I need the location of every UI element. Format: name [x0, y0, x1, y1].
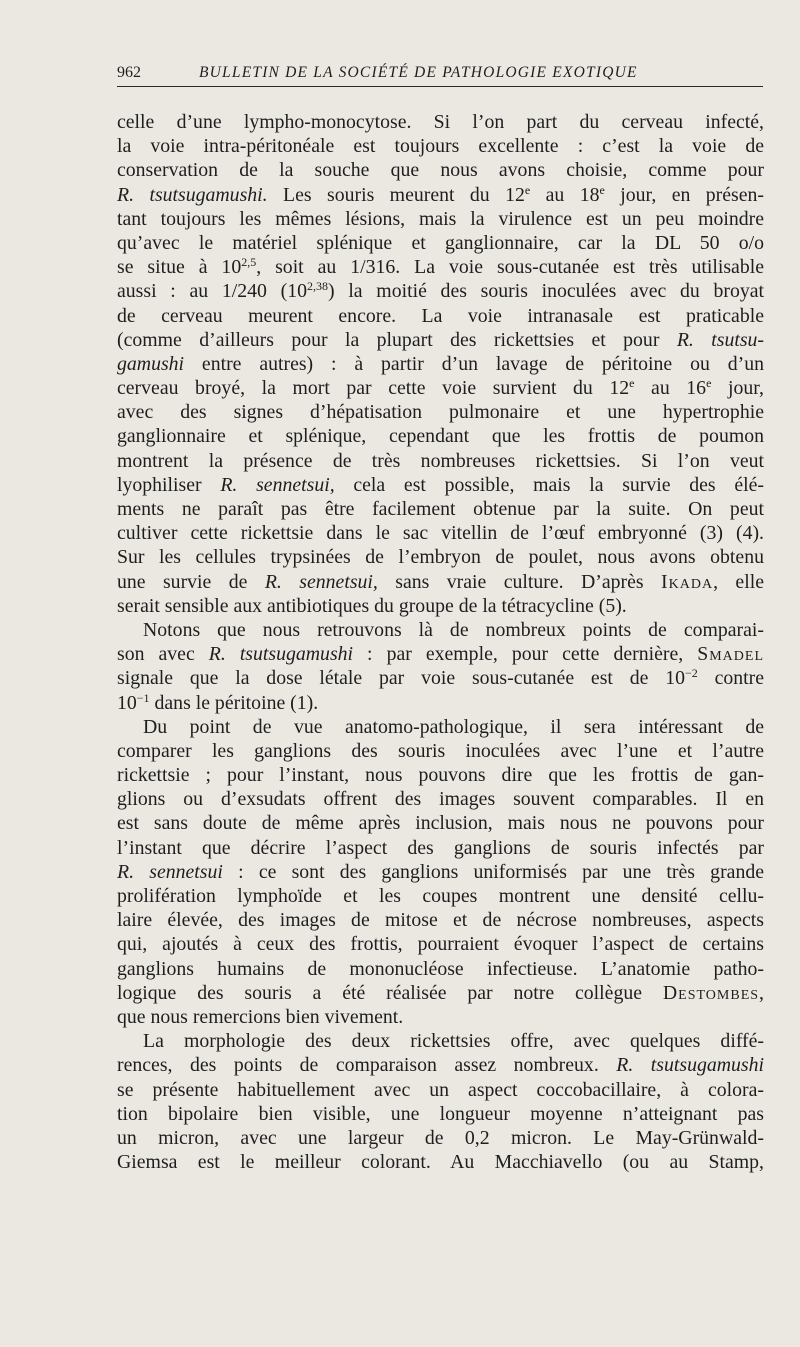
- species-name: R. sennetsui: [117, 860, 223, 883]
- body-text: [117, 110, 764, 1174]
- text-line: Notons que nous retrouvons là de nombreux points de comparai-: [143, 618, 764, 641]
- text-run: , soit au 1/316. La voie sous-cutanée est très utilisable: [256, 256, 764, 279]
- species-name: gamushi: [117, 352, 185, 375]
- species-name: R. sennetsui,: [220, 473, 335, 496]
- text-line: de cerveau meurent encore. La voie intranasale est praticable: [117, 304, 764, 327]
- superscript: 2,5: [241, 255, 257, 270]
- text-run: rences, des points de comparaison assez nombreux.: [117, 1054, 617, 1077]
- text-line: avec des signes d’hépatisation pulmonaire et une hypertrophie: [117, 401, 764, 424]
- text-line: un micron, avec une largeur de 0,2 micron. Le May-Grünwald-: [117, 1126, 764, 1149]
- text-run: : ce sont des ganglions uniformisés par une très grande: [222, 860, 764, 883]
- species-name: R. tsutsugamushi.: [117, 183, 268, 206]
- text-run: cela est possible, mais la survie des élé-: [334, 473, 764, 496]
- text-line: [117, 691, 764, 715]
- text-run: signale que la dose létale par voie sous-cutanée est de 10: [117, 667, 685, 690]
- text-run: : par exemple, pour cette dernière,: [353, 643, 698, 666]
- text-line: glions ou d’exsudats offrent des images souvent comparables. Il en: [117, 788, 764, 811]
- paragraph-4: [117, 1029, 764, 1174]
- text-line: conservation de la souche que nous avons choisie, comme pour: [117, 159, 764, 182]
- text-line: cultiver cette rickettsie dans le sac vitellin de l’œuf embryonné (3) (4).: [117, 522, 764, 545]
- page-number: 962: [117, 64, 141, 81]
- text-line: [117, 666, 764, 690]
- text-line: celle d’une lympho-monocytose. Si l’on part du cerveau infecté,: [117, 111, 764, 133]
- superscript: e: [599, 182, 605, 197]
- text-run: son avec: [117, 643, 209, 666]
- text-line: Sur les cellules trypsinées de l’embryon de poulet, nous avons obtenu: [117, 546, 764, 569]
- text-run: sans vraie culture. D’après: [377, 570, 662, 593]
- text-run: jour, en présen-: [604, 183, 764, 206]
- text-line: [117, 642, 764, 666]
- text-line: [117, 860, 764, 884]
- text-line: que nous remercions bien vivement.: [117, 1005, 404, 1028]
- text-run: ,: [759, 981, 764, 1004]
- text-run: logique des souris a été réalisée par notre collègue: [117, 981, 663, 1004]
- text-line: Du point de vue anatomo-pathologique, il sera intéressant de: [143, 715, 764, 738]
- paragraph-3: [117, 715, 764, 1029]
- text-line: Giemsa est le meilleur colorant. Au Macchiavello (ou au Stamp,: [117, 1151, 764, 1174]
- text-run: jour,: [711, 377, 764, 400]
- text-run: , elle: [713, 570, 764, 593]
- species-name: R. sennetsui,: [264, 570, 378, 593]
- text-line: [117, 981, 764, 1005]
- text-line: serait sensible aux antibiotiques du groupe de la tétracycline (5).: [117, 594, 627, 617]
- text-run: ) la moitié des souris inoculées avec du broyat: [328, 280, 764, 303]
- text-line: la voie intra-péritonéale est toujours excellente : c’est la voie de: [117, 135, 764, 158]
- text-line: [117, 328, 764, 352]
- superscript: e: [706, 376, 712, 391]
- paragraph-2: [117, 618, 764, 715]
- text-line: ments ne paraît pas être facilement obtenue par la suite. On peut: [117, 498, 764, 520]
- author-name: Destombes: [662, 981, 760, 1004]
- text-run: se situe à 10: [117, 256, 242, 279]
- text-line: rickettsie ; pour l’instant, nous pouvons dire que les frottis de gan-: [117, 764, 764, 787]
- superscript: −2: [684, 666, 698, 681]
- text-line: montrent la présence de très nombreuses rickettsies. Si l’on veut: [117, 449, 764, 472]
- superscript: e: [629, 376, 635, 391]
- species-name: R. tsutsugamushi: [208, 643, 354, 666]
- text-run: Les souris meurent du 12: [267, 183, 525, 206]
- text-line: [117, 570, 764, 594]
- running-title: BULLETIN DE LA SOCIÉTÉ DE PATHOLOGIE EXOTIQUE: [199, 64, 638, 81]
- superscript: 2,38: [307, 279, 329, 294]
- text-line: se présente habituellement avec un aspect coccobacillaire, à colora-: [117, 1078, 764, 1101]
- text-line: comparer les ganglions des souris inoculées avec l’une et l’autre: [117, 739, 764, 762]
- page-header: [117, 64, 763, 87]
- text-line: La morphologie des deux rickettsies offre, avec quelques diffé-: [143, 1030, 764, 1053]
- text-run: une survie de: [117, 570, 265, 593]
- superscript: e: [524, 182, 531, 197]
- text-run: cerveau broyé, la mort par cette voie survient du 12: [117, 377, 630, 400]
- text-run: contre: [697, 667, 764, 690]
- superscript: −1: [136, 690, 150, 705]
- text-run: entre autres) : à partir d’un lavage de péritoine ou d’un: [184, 352, 764, 375]
- text-run: (comme d’ailleurs pour la plupart des rickettsies et pour: [117, 328, 677, 351]
- text-line: [117, 255, 764, 279]
- text-line: laire élevée, des images de mitose et de nécrose nombreuses, aspects: [117, 909, 764, 932]
- text-line: est sans doute de même après inclusion, mais nous ne pouvons pour: [117, 812, 764, 835]
- text-line: [117, 1053, 764, 1077]
- text-line: [117, 352, 764, 376]
- text-line: tant toujours les mêmes lésions, mais la virulence est un peu moindre: [117, 207, 764, 230]
- text-line: [117, 183, 764, 207]
- author-name: Smadel: [697, 643, 764, 666]
- text-run: au 16: [634, 377, 707, 400]
- text-line: [117, 279, 764, 303]
- text-line: [117, 473, 764, 497]
- paragraph-1: [117, 110, 764, 618]
- text-line: [117, 376, 764, 400]
- species-name: R. tsutsugamushi: [616, 1054, 764, 1077]
- author-name: Ikada: [661, 570, 714, 593]
- text-run: aussi : au 1/240 (10: [117, 280, 308, 303]
- text-line: qu’avec le matériel splénique et ganglionnaire, car la DL 50 o/o: [117, 231, 764, 254]
- text-run: lyophiliser: [117, 473, 221, 496]
- text-run: au 18: [530, 183, 600, 206]
- text-line: qui, ajoutés à ceux des frottis, pourraient évoquer l’aspect de certains: [117, 933, 764, 956]
- text-line: ganglionnaire et splénique, cependant que les frottis de poumon: [117, 425, 764, 448]
- text-line: prolifération lymphoïde et les coupes montrent une densité cellu-: [117, 885, 764, 907]
- text-line: tion bipolaire bien visible, une longueur moyenne n’atteignant pas: [117, 1102, 764, 1125]
- text-run: dans le péritoine (1).: [149, 691, 319, 714]
- text-run: 10: [117, 691, 137, 714]
- species-name: R. tsutsu-: [676, 328, 764, 351]
- text-line: ganglions humains de mononucléose infectieuse. L’anatomie patho-: [117, 957, 764, 980]
- text-line: l’instant que décrire l’aspect des ganglions de souris infectés par: [117, 836, 764, 859]
